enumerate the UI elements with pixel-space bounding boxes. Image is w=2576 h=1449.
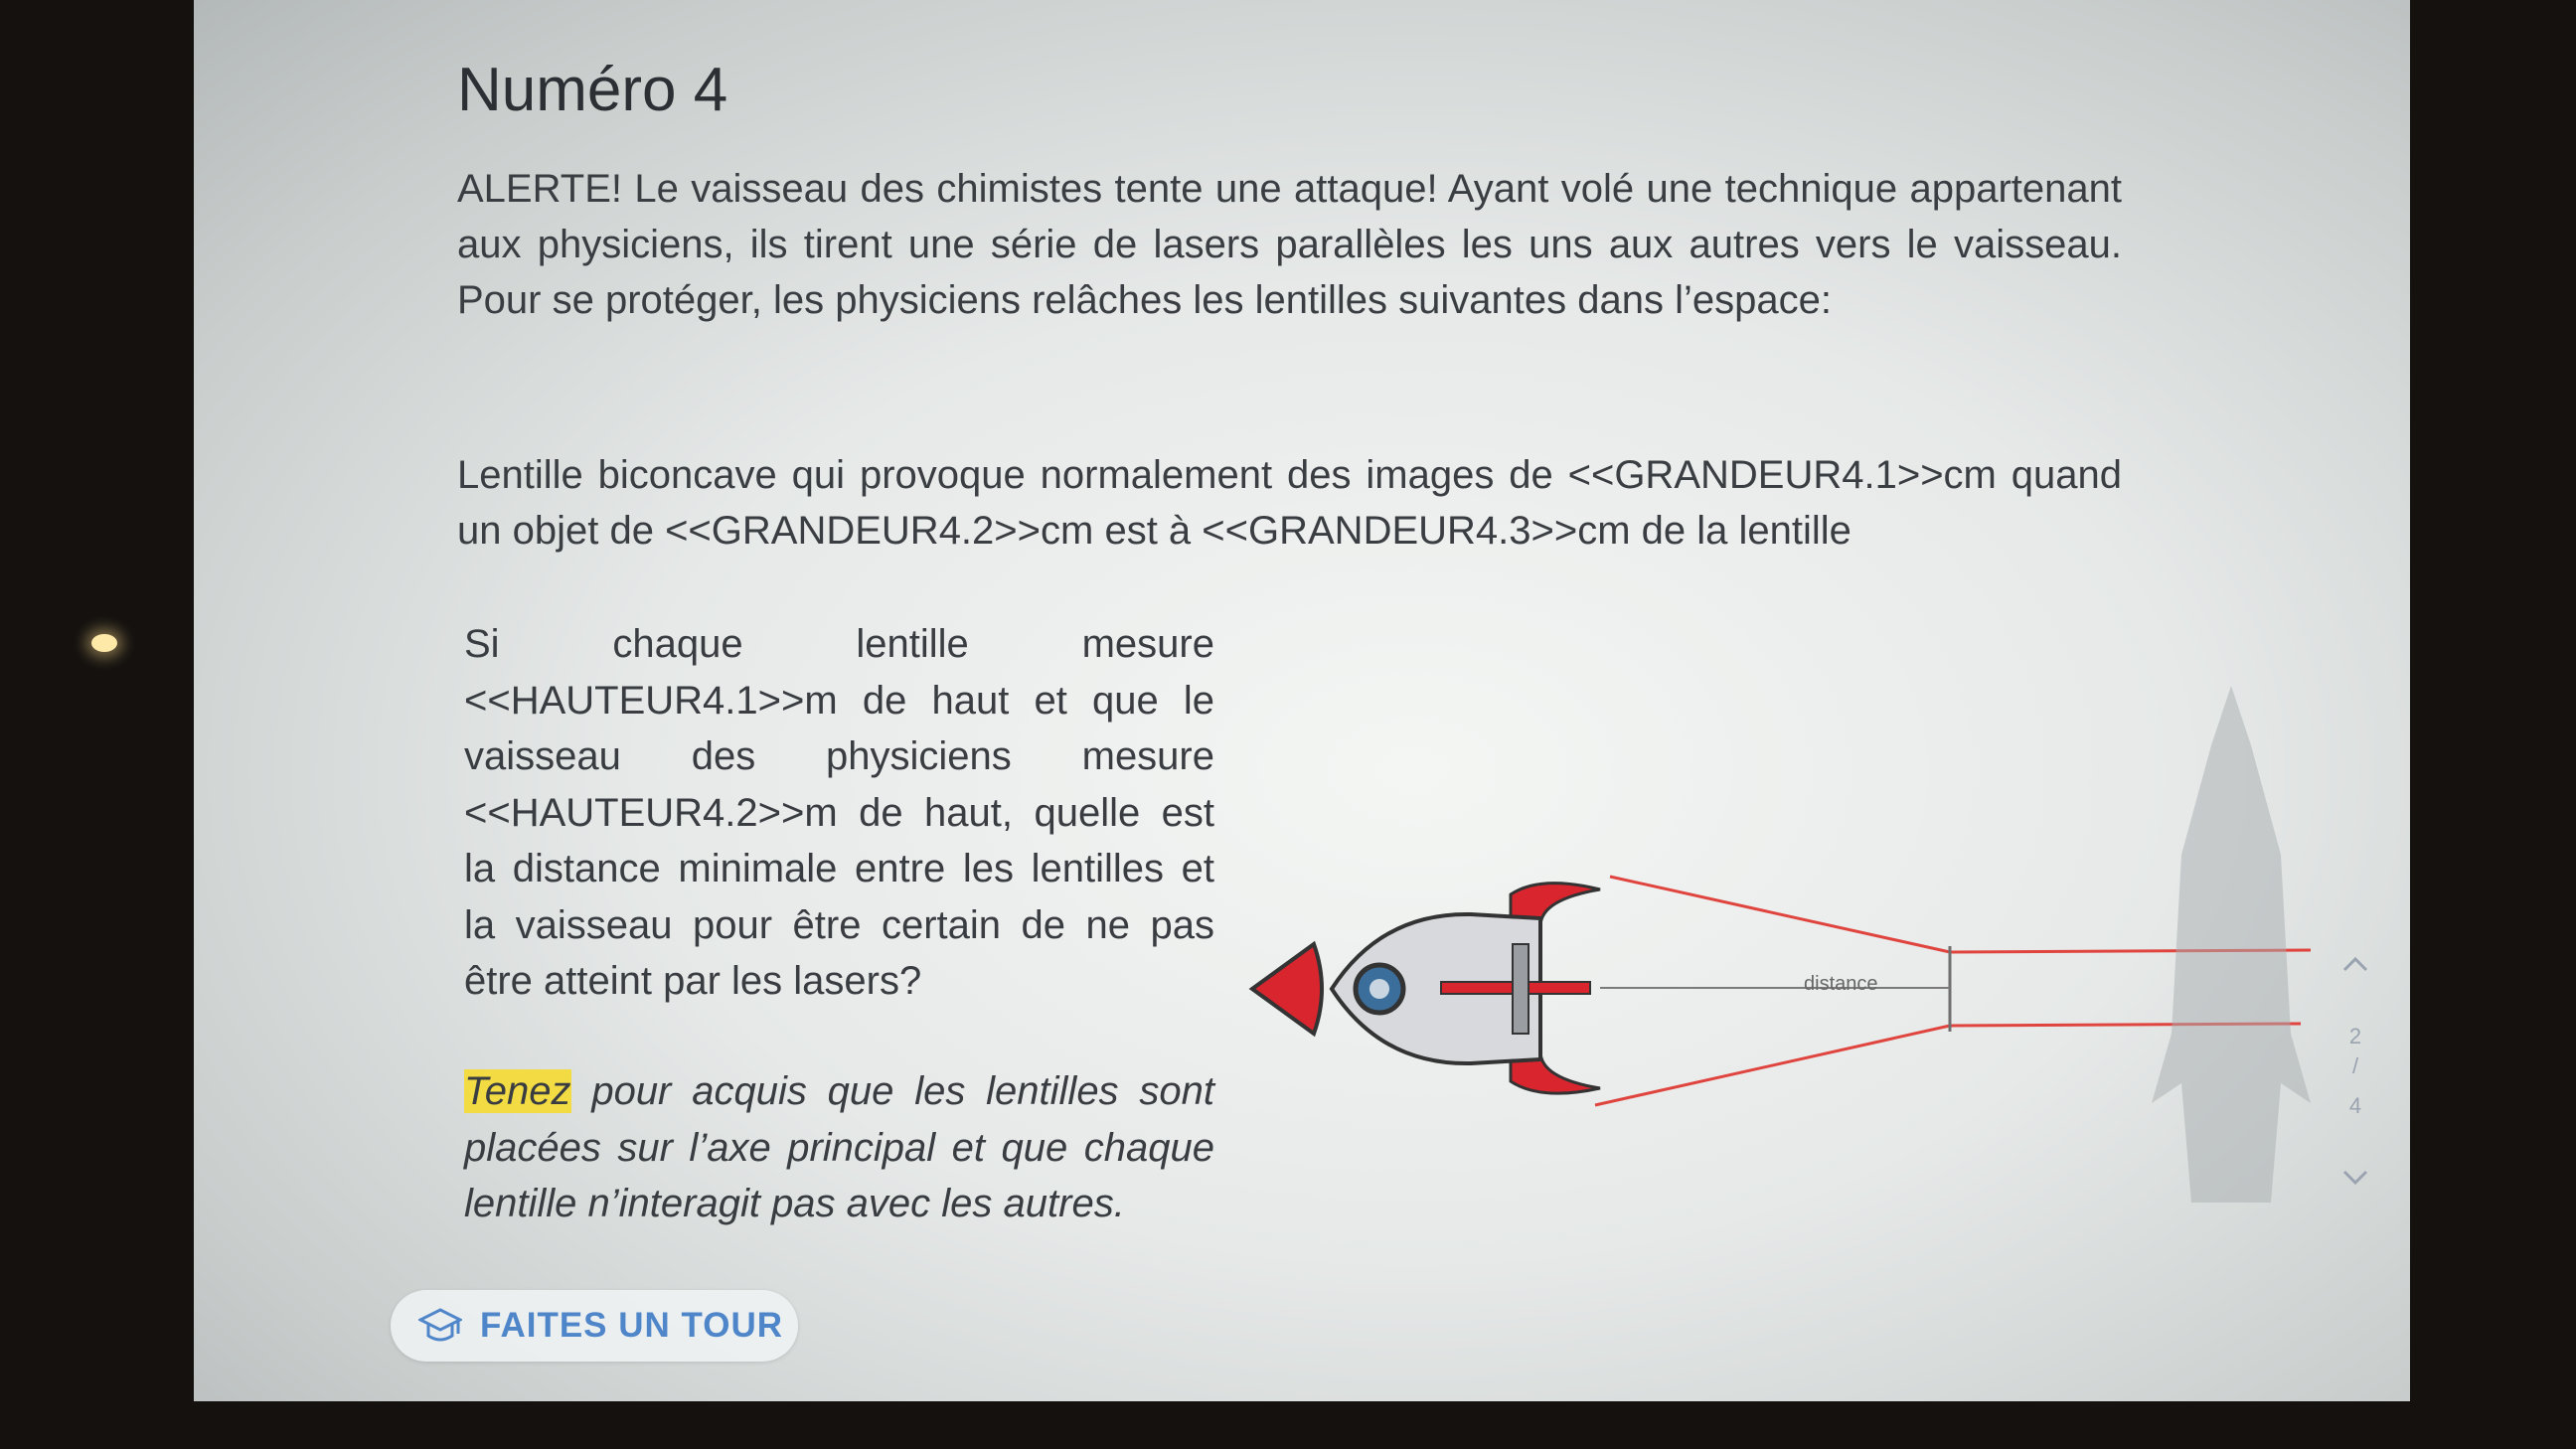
- distance-label: distance: [1804, 973, 1878, 995]
- laser-upper-outer: [1610, 877, 1950, 952]
- page-separator: /: [2351, 1053, 2359, 1078]
- background-rocket-watermark: [2142, 686, 2321, 1203]
- highlighted-word: Tenez: [464, 1069, 571, 1113]
- device-indicator-light: [91, 634, 117, 652]
- page-up-icon[interactable]: [2331, 954, 2380, 980]
- page-down-icon[interactable]: [2331, 1168, 2380, 1194]
- laser-lower-outer: [1595, 1026, 1950, 1105]
- intro-paragraph: ALERTE! Le vaisseau des chimistes tente une attaque! Ayant volé une technique appartenant aux physiciens, ils tirent une série de lasers parallèles les uns aux autres vers le vaisseau. Pour se protéger, les physiciens relâches les lentilles suivantes dans l’espace:: [457, 167, 2122, 322]
- rocket-icon: [1252, 884, 1600, 1094]
- note-paragraph: [464, 1063, 1214, 1232]
- question-paragraph: Si chaque lentille mesure <<HAUTEUR4.1>>m de haut et que le vaisseau des physiciens mesure <<HAUTEUR4.2>>m de haut, quelle est la distance minimale entre les lentilles et la vaisseau pour être certain de ne pas être atteint par les lasers?: [464, 622, 1214, 1003]
- total-pages: 4: [2348, 1093, 2362, 1118]
- take-tour-label: FAITES UN TOUR: [480, 1306, 784, 1345]
- page-navigator: [2331, 954, 2380, 1203]
- page-screen: [194, 0, 2410, 1401]
- note-text: pour acquis que les lentilles sont placées sur l’axe principal et que chaque lentille n’interagit pas avec les autres.: [464, 1069, 1214, 1225]
- current-page: 2: [2348, 1024, 2362, 1048]
- graduation-cap-icon: [418, 1306, 462, 1346]
- page-title: Numéro 4: [457, 56, 728, 124]
- take-tour-button[interactable]: [391, 1290, 798, 1362]
- lens-description: Lentille biconcave qui provoque normalement des images de <<GRANDEUR4.1>>cm quand un objet de <<GRANDEUR4.2>>cm est à <<GRANDEUR4.3>>cm de la lentille: [457, 453, 2122, 553]
